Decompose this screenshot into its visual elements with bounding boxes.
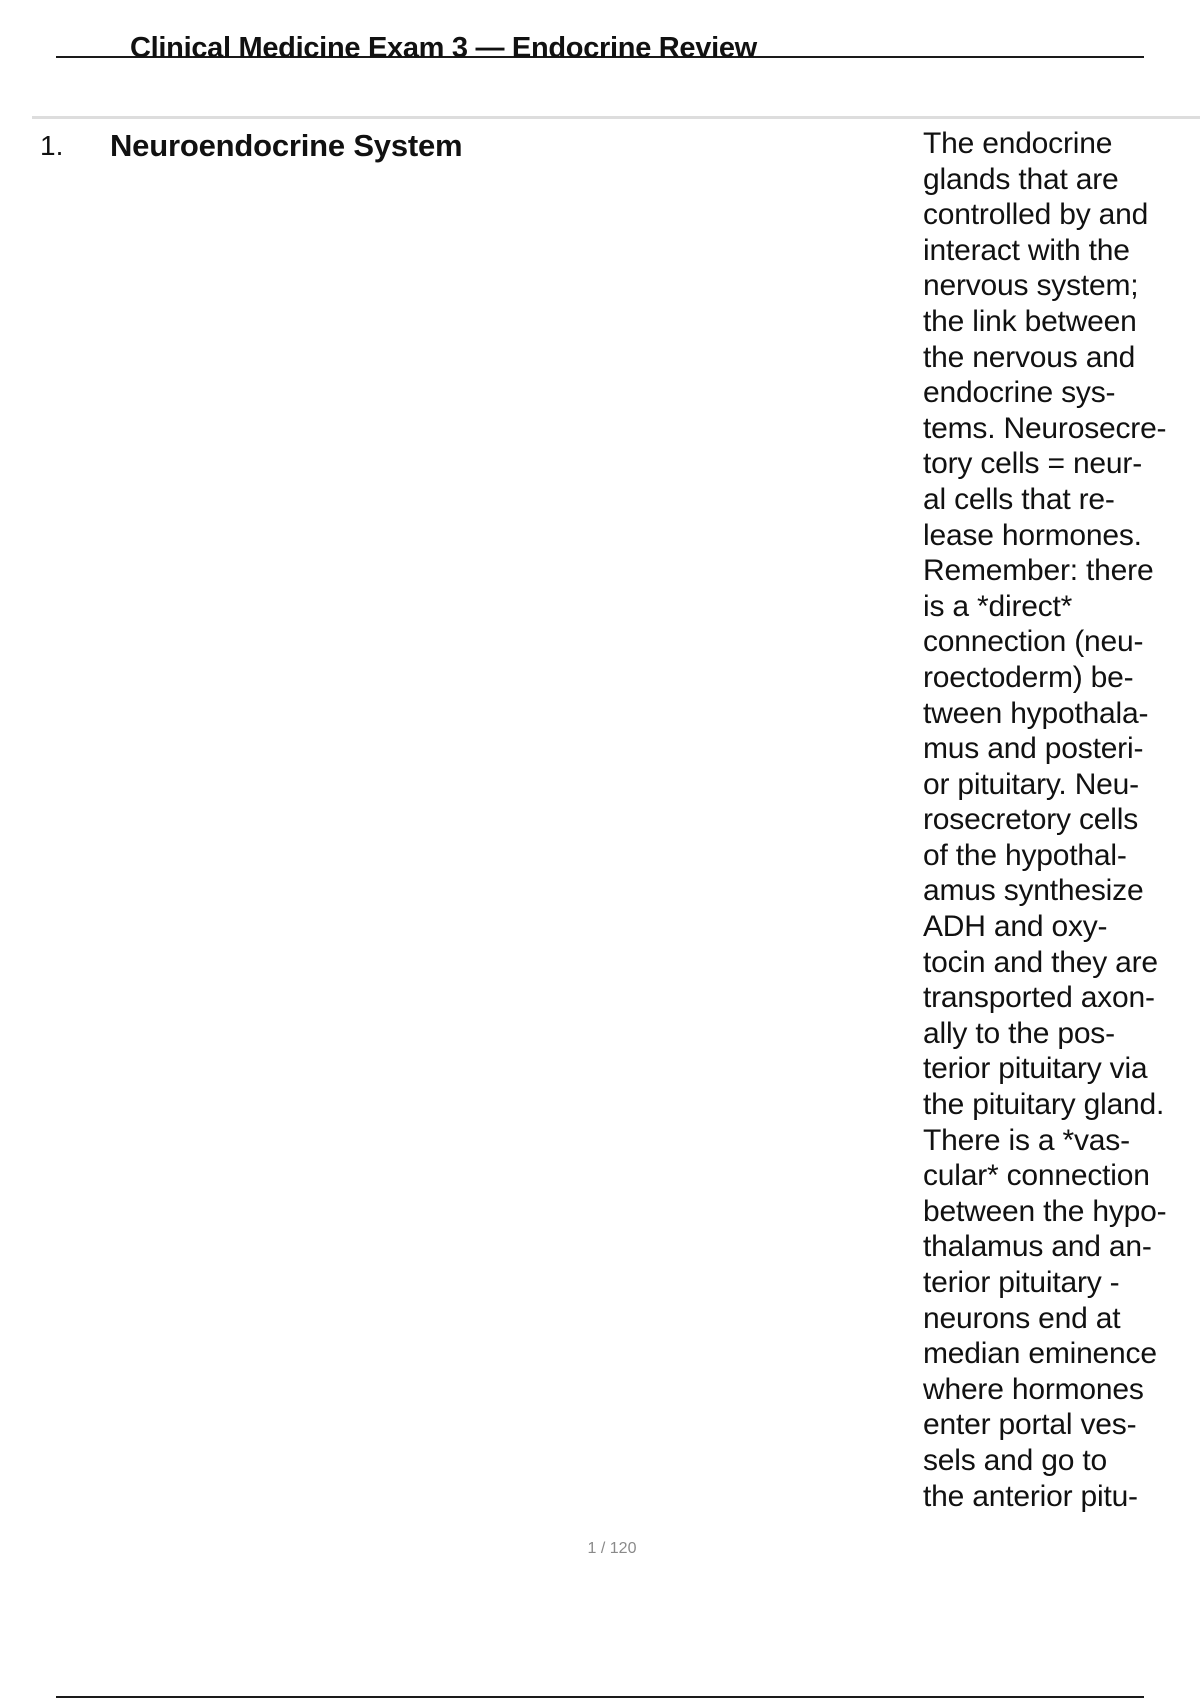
definition-line: mus and posteri-: [923, 732, 1144, 766]
definition-line: median eminence: [923, 1337, 1157, 1371]
document-header: [56, 30, 1144, 62]
definition-line: tems. Neurosecre-: [923, 411, 1167, 445]
term-heading: Neuroendocrine System: [110, 128, 463, 163]
definition-line: the nervous and: [923, 340, 1136, 374]
definition-line: thalamus and an-: [923, 1230, 1152, 1264]
definition-line: There is a *vas-: [923, 1123, 1130, 1157]
definition-line: the pituitary gland.: [923, 1088, 1165, 1122]
definition-line: ADH and oxy-: [923, 910, 1108, 944]
document-title: Clinical Medicine Exam 3 — Endocrine Review: [130, 32, 757, 64]
definition-line: interact with the: [923, 233, 1130, 267]
definition-line: sels and go to: [923, 1443, 1107, 1477]
definition-line: ally to the pos-: [923, 1016, 1115, 1050]
definition-line: neurons end at: [923, 1301, 1121, 1335]
definition-line: nervous system;: [923, 269, 1139, 303]
item-number: 1.: [40, 130, 64, 161]
definition-line: roectoderm) be-: [923, 660, 1134, 694]
definition-line: the link between: [923, 304, 1137, 338]
definition-line: terior pituitary via: [923, 1052, 1148, 1086]
definition-line: al cells that re-: [923, 482, 1115, 516]
definition-line: tocin and they are: [923, 945, 1158, 979]
definition-line: the anterior pitu-: [923, 1479, 1138, 1513]
page-number: 1 / 120: [587, 1540, 637, 1557]
definition-line: amus synthesize: [923, 874, 1144, 908]
definition-line: rosecretory cells: [923, 803, 1138, 837]
definition-line: tween hypothala-: [923, 696, 1149, 730]
definition-text: [923, 126, 1191, 1514]
definition-line: Remember: there: [923, 554, 1154, 588]
definition-line: endocrine sys-: [923, 376, 1116, 410]
definition-line: between the hypo-: [923, 1194, 1167, 1228]
title-divider: [32, 116, 1200, 119]
definition-line: controlled by and: [923, 198, 1149, 232]
definition-line: tory cells = neur-: [923, 447, 1142, 481]
definition-line: connection (neu-: [923, 625, 1144, 659]
definition-line: enter portal ves-: [923, 1408, 1137, 1442]
definition-line: or pituitary. Neu-: [923, 767, 1139, 801]
definition-line: glands that are: [923, 162, 1119, 196]
definition-line: The endocrine: [923, 127, 1113, 160]
definition-line: of the hypothal-: [923, 838, 1127, 872]
footer-rule: [56, 1696, 1144, 1698]
definition-line: lease hormones.: [923, 518, 1142, 552]
definition-line: cular* connection: [923, 1159, 1150, 1193]
definition-line: is a *direct*: [923, 589, 1073, 623]
definition-line: where hormones: [923, 1372, 1144, 1406]
definition-line: terior pituitary -: [923, 1266, 1120, 1299]
definition-line: transported axon-: [923, 981, 1155, 1015]
